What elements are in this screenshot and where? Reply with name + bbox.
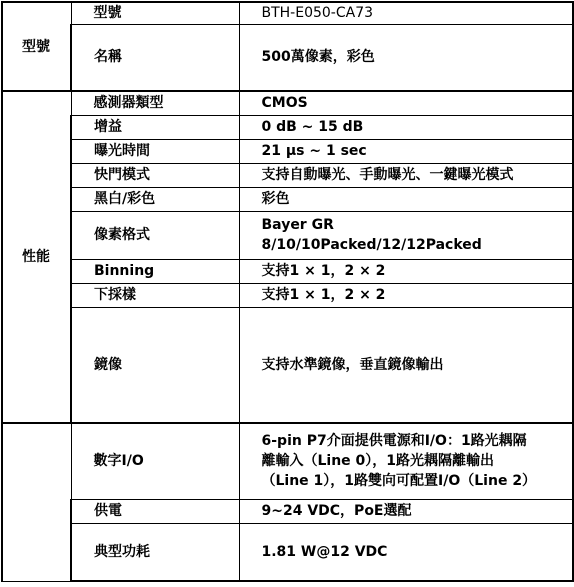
value-line: Bayer GR [261,217,334,233]
table-row [2,24,573,91]
attr-gain: 增益 [71,115,239,139]
value-digital-io [239,423,573,499]
table-row [2,523,573,581]
value-power-consumption: 1.81 W@12 VDC [239,523,573,581]
value-mono-color: 彩色 [239,187,573,211]
value-pixel-format [239,211,573,259]
value-exposure-time: 21 μs ~ 1 sec [239,139,573,163]
value-model-number: BTH-E050-CA73 [239,2,573,24]
table-row [2,499,573,523]
attr-sensor-type: 感測器類型 [71,91,239,115]
attr-digital-io: 數字I/O [71,423,239,499]
attr-binning: Binning [71,259,239,283]
value-mirror: 支持水準鏡像，垂直鏡像輸出 [239,307,573,423]
attr-power-supply: 供電 [71,499,239,523]
table-row [2,2,573,24]
attr-exposure-time: 曝光時間 [71,139,239,163]
table-row [2,91,573,115]
table-row [2,163,573,187]
value-name: 500萬像素，彩色 [239,24,573,91]
value-line: 8/10/10Packed/12/12Packed [261,237,482,253]
value-gain: 0 dB ~ 15 dB [239,115,573,139]
table-row [2,283,573,307]
table-row [2,307,573,423]
attr-pixel-format: 像素格式 [71,211,239,259]
attr-decimation: 下採樣 [71,283,239,307]
category-interface [2,423,71,581]
value-line: 6-pin P7介面提供電源和I/O：1路光耦隔 [261,433,527,450]
value-power-supply: 9~24 VDC，PoE選配 [239,499,573,523]
attr-shutter-mode: 快門模式 [71,163,239,187]
attr-name: 名稱 [71,24,239,91]
attr-model-number: 型號 [71,2,239,24]
table-row [2,259,573,283]
attr-mono-color: 黑白/彩色 [71,187,239,211]
spec-table [1,1,574,582]
value-shutter-mode: 支持自動曝光、手動曝光、一鍵曝光模式 [239,163,573,187]
value-line: （Line 1），1路雙向可配置I/O（Line 2） [261,473,537,490]
value-decimation: 支持1 × 1，2 × 2 [239,283,573,307]
attr-power-consumption: 典型功耗 [71,523,239,581]
table-row [2,115,573,139]
table-row [2,139,573,163]
category-performance: 性能 [2,91,71,423]
table-row [2,187,573,211]
value-sensor-type: CMOS [239,91,573,115]
value-binning: 支持1 × 1，2 × 2 [239,259,573,283]
table-row [2,423,573,499]
table-row [2,211,573,259]
attr-mirror: 鏡像 [71,307,239,423]
category-model: 型號 [2,2,71,91]
value-line: 離輸入（Line 0），1路光耦隔離輸出 [261,453,495,470]
